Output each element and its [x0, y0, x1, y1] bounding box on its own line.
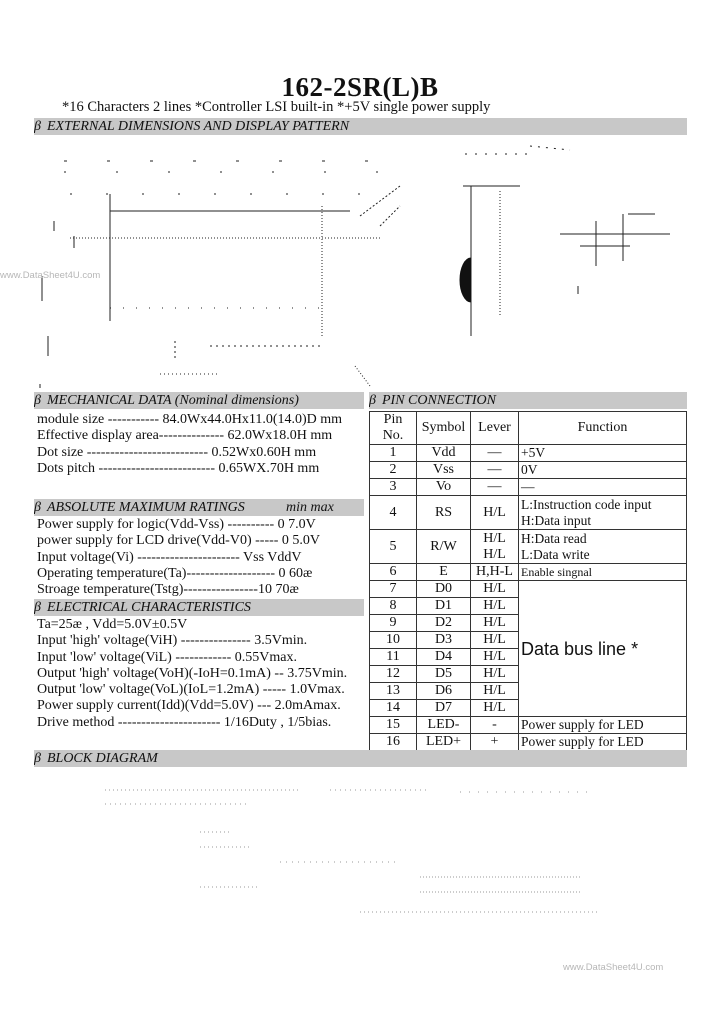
table-row	[370, 564, 687, 581]
absolute-min-max-header: min max	[286, 500, 334, 515]
section-external-dimensions	[34, 118, 687, 135]
pin-level: H/L	[471, 632, 519, 649]
mechanical-line: module size ----------- 84.0Wx44.0Hx11.0(14.0)D mm	[37, 412, 343, 427]
table-row	[370, 734, 687, 751]
pin-number: 13	[370, 683, 417, 700]
data-bus-label: Data bus line *	[519, 581, 687, 717]
pin-level: H/L	[471, 598, 519, 615]
pin-function: +5V	[519, 445, 687, 462]
pin-level: +	[471, 734, 519, 751]
pin-function: 0V	[519, 462, 687, 479]
pin-number: 8	[370, 598, 417, 615]
pin-symbol: Vss	[417, 462, 471, 479]
column-header: Pin No.	[370, 412, 417, 445]
column-header: Function	[519, 412, 687, 445]
table-row	[370, 479, 687, 496]
pin-function-line: L:Data write	[521, 546, 590, 562]
pin-symbol: RS	[417, 496, 471, 530]
section-mechanical-data	[34, 392, 364, 409]
pin-symbol: E	[417, 564, 471, 581]
table-header-row	[370, 412, 687, 445]
pin-level	[471, 530, 519, 564]
electrical-line: Output 'low' voltage(VoL)(IoL=1.2mA) ----- 1.0Vmax.	[37, 682, 345, 698]
pin-level: —	[471, 445, 519, 462]
watermark-bottom: www.DataSheet4U.com	[563, 962, 664, 973]
pin-level: H/L	[471, 615, 519, 632]
section-title: EXTERNAL DIMENSIONS AND DISPLAY PATTERN	[46, 119, 350, 134]
column-header: Lever	[471, 412, 519, 445]
pin-function-line: H:Data input	[521, 512, 592, 528]
section-title: ABSOLUTE MAXIMUM RATINGS	[46, 500, 245, 515]
section-marker: β	[369, 393, 376, 408]
side-view-drawing	[460, 146, 570, 336]
pin-number: 9	[370, 615, 417, 632]
electrical-line: Ta=25æ , Vdd=5.0V±0.5V	[37, 617, 188, 632]
dimension-drawing	[30, 136, 690, 388]
electrical-line: Input 'low' voltage(ViL) ------------ 0.55Vmax.	[37, 649, 297, 665]
section-title: PIN CONNECTION	[381, 393, 496, 408]
section-electrical	[34, 599, 364, 616]
electrical-line: Power supply current(Idd)(Vdd=5.0V) --- 2.0mAmax.	[37, 698, 341, 714]
mechanical-data-list	[37, 412, 342, 477]
pin-level-line: H/L	[483, 546, 506, 562]
pin-number: 14	[370, 700, 417, 717]
section-absolute-max	[34, 499, 364, 516]
pin-function: Enable singnal	[519, 564, 687, 581]
pin-symbol: D0	[417, 581, 471, 598]
pin-number: 4	[370, 496, 417, 530]
pin-function: Power supply for LED	[519, 717, 687, 734]
table-row	[370, 530, 687, 564]
table-row	[370, 496, 687, 530]
pin-level: H/L	[471, 649, 519, 666]
electrical-list	[37, 617, 347, 731]
pin-number: 12	[370, 666, 417, 683]
electrical-line: Drive method ---------------------- 1/16Duty , 1/5bias.	[37, 714, 332, 730]
pin-number: 7	[370, 581, 417, 598]
pin-number: 3	[370, 479, 417, 496]
subtitle: *16 Characters 2 lines *Controller LSI built-in *+5V single power supply	[62, 99, 491, 115]
pin-level: -	[471, 717, 519, 734]
block-diagram-drawing	[100, 782, 600, 922]
pin-connection-table	[369, 411, 687, 751]
table-row	[370, 717, 687, 734]
pin-symbol: D7	[417, 700, 471, 717]
absolute-ratings-list	[37, 517, 320, 598]
section-block-diagram	[34, 750, 687, 767]
absolute-line: Input voltage(Vi) ---------------------- Vss VddV	[37, 549, 302, 565]
absolute-line: power supply for LCD drive(Vdd-V0) ----- 0 5.0V	[37, 533, 321, 549]
section-title: MECHANICAL DATA (Nominal dimensions)	[46, 393, 299, 408]
absolute-line: Power supply for logic(Vdd-Vss) ---------- 0 7.0V	[37, 517, 316, 532]
section-pin-connection	[369, 392, 687, 409]
pin-number: 5	[370, 530, 417, 564]
page-title: 162-2SR(L)B	[281, 72, 439, 102]
section-title: BLOCK DIAGRAM	[46, 751, 158, 766]
pin-symbol: D6	[417, 683, 471, 700]
pin-symbol: LED+	[417, 734, 471, 751]
section-marker: β	[34, 393, 41, 408]
electrical-line: Output 'high' voltage(VoH)(-IoH=0.1mA) -- 3.75Vmin.	[37, 665, 348, 681]
pin-level: H/L	[471, 700, 519, 717]
pin-number: 11	[370, 649, 417, 666]
pin-number: 1	[370, 445, 417, 462]
pin-function-line: H:Data read	[521, 530, 587, 546]
section-title: ELECTRICAL CHARACTERISTICS	[46, 600, 251, 615]
pin-number: 10	[370, 632, 417, 649]
pin-level: H/L	[471, 496, 519, 530]
pin-level-line: H/L	[483, 530, 506, 546]
mechanical-line: Dots pitch ------------------------- 0.65WX.70H mm	[37, 460, 320, 476]
pin-number: 15	[370, 717, 417, 734]
pin-number: 6	[370, 564, 417, 581]
absolute-line: Operating temperature(Ta)------------------- 0 60æ	[37, 565, 313, 581]
pin-number: 2	[370, 462, 417, 479]
pin-function	[519, 530, 687, 564]
pin-symbol: Vo	[417, 479, 471, 496]
table-row	[370, 462, 687, 479]
pin-number: 16	[370, 734, 417, 751]
table-row	[370, 445, 687, 462]
pin-function: —	[519, 479, 687, 496]
pin-level: H/L	[471, 683, 519, 700]
pin-symbol: D3	[417, 632, 471, 649]
section-marker: β	[34, 600, 41, 615]
section-marker: β	[34, 500, 41, 515]
pin-level: H,H-L	[471, 564, 519, 581]
watermark-left: www.DataSheet4U.com	[0, 270, 101, 281]
pin-symbol: D5	[417, 666, 471, 683]
absolute-line: Stroage temperature(Tstg)----------------10 70æ	[37, 582, 299, 598]
pin-level: —	[471, 479, 519, 496]
pin-symbol: D1	[417, 598, 471, 615]
mechanical-line: Dot size -------------------------- 0.52Wx0.60H mm	[37, 444, 317, 460]
pin-function	[519, 496, 687, 530]
pin-level: H/L	[471, 581, 519, 598]
column-header: Symbol	[417, 412, 471, 445]
pin-symbol: LED-	[417, 717, 471, 734]
pin-symbol: Vdd	[417, 445, 471, 462]
pin-symbol: D2	[417, 615, 471, 632]
section-marker: β	[34, 119, 41, 134]
section-marker: β	[34, 751, 41, 766]
pin-symbol: R/W	[417, 530, 471, 564]
mechanical-line: Effective display area-------------- 62.0Wx18.0H mm	[37, 428, 333, 444]
electrical-line: Input 'high' voltage(ViH) --------------- 3.5Vmin.	[37, 633, 308, 649]
pin-function: Power supply for LED	[519, 734, 687, 751]
pin-level: —	[471, 462, 519, 479]
pin-function-line: L:Instruction code input	[521, 496, 652, 512]
dot-detail-drawing	[560, 214, 670, 294]
table-row	[370, 581, 687, 598]
pin-level: H/L	[471, 666, 519, 683]
pin-symbol: D4	[417, 649, 471, 666]
